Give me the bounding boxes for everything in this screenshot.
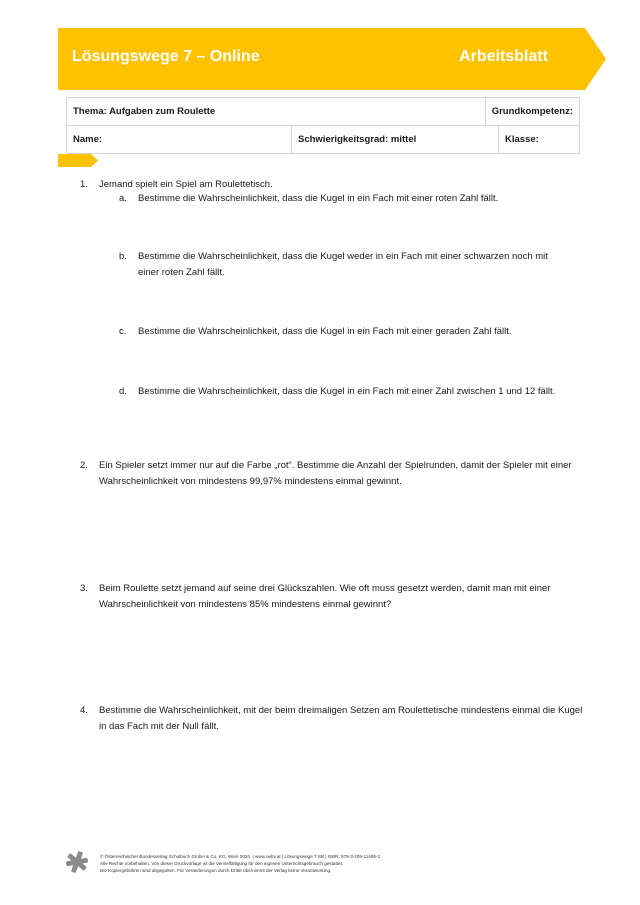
subquestion-text: Bestimme die Wahrscheinlichkeit, dass die Kugel in ein Fach mit einer geraden Zahl fällt. — [138, 326, 512, 337]
header-banner — [58, 28, 606, 90]
footer-text — [100, 853, 380, 874]
subquestion-letter: b. — [119, 251, 127, 262]
footer-copyright: © Österreichischer Bundesverlag Schulbuch GmbH & Co. KG, Wien 2024. | www.oebv.at | Lösungswege 7 SB | ISBN: 978-3-209-11495-2 — [100, 854, 381, 859]
subquestion-letter: d. — [119, 386, 127, 397]
name-cell: Name: — [67, 126, 292, 154]
subquestion-letter: a. — [119, 193, 127, 204]
question-text: Beim Roulette setzt jemand auf seine drei Glückszahlen. Wie oft muss gesetzt werden, damit man mit einer Wahrscheinlichkeit von mindestens 85% mindestens einmal gewinnt? — [99, 583, 551, 610]
info-table — [66, 97, 580, 154]
competence-cell: Grundkompetenz: — [485, 98, 579, 126]
question-text: Ein Spieler setzt immer nur auf die Farbe „rot“. Bestimme die Anzahl der Spielrunden, damit der Spieler mit einer Wahrscheinlichkeit von mindestens 99,97% mindestens einmal gewinnt. — [99, 460, 572, 487]
document-type: Arbeitsblatt — [459, 48, 548, 65]
subquestion-text: Bestimme die Wahrscheinlichkeit, dass die Kugel in ein Fach mit einer roten Zahl fällt. — [138, 193, 499, 204]
book-title: Lösungswege 7 – Online — [72, 48, 260, 65]
header-tab-marker — [58, 154, 98, 167]
difficulty-cell: Schwierigkeitsgrad: mittel — [292, 126, 499, 154]
publisher-logo-icon — [66, 851, 88, 873]
subquestion-text: Bestimme die Wahrscheinlichkeit, dass die Kugel weder in ein Fach mit einer schwarzen noch mit einer roten Zahl fällt. — [138, 251, 548, 278]
class-cell: Klasse: — [499, 126, 580, 154]
footer-rights: Alle Rechte vorbehalten. Von dieser Druckvorlage ist die Vervielfältigung für den eigenen Unterrichtsgebrauch gestattet. — [100, 861, 344, 866]
footer-disclaimer: Die Kopiergebühren sind abgegolten. Für Veränderungen durch Dritte übernimmt der Verlag keine Verantwortung. — [100, 868, 332, 873]
question-text: Bestimme die Wahrscheinlichkeit, mit der beim dreimaligen Setzen am Roulettetische mindestens einmal die Kugel in das Fach mit der Null fällt. — [99, 705, 583, 732]
question-number: 4. — [80, 705, 88, 716]
question-number: 2. — [80, 460, 88, 471]
question-number: 3. — [80, 583, 88, 594]
question-text: Jemand spielt ein Spiel am Roulettetisch. — [99, 179, 273, 190]
subquestion-text: Bestimme die Wahrscheinlichkeit, dass die Kugel in ein Fach mit einer Zahl zwischen 1 und 12 fällt. — [138, 386, 556, 397]
topic-cell: Thema: Aufgaben zum Roulette — [67, 98, 486, 126]
question-number: 1. — [80, 179, 88, 190]
subquestion-letter: c. — [119, 326, 127, 337]
